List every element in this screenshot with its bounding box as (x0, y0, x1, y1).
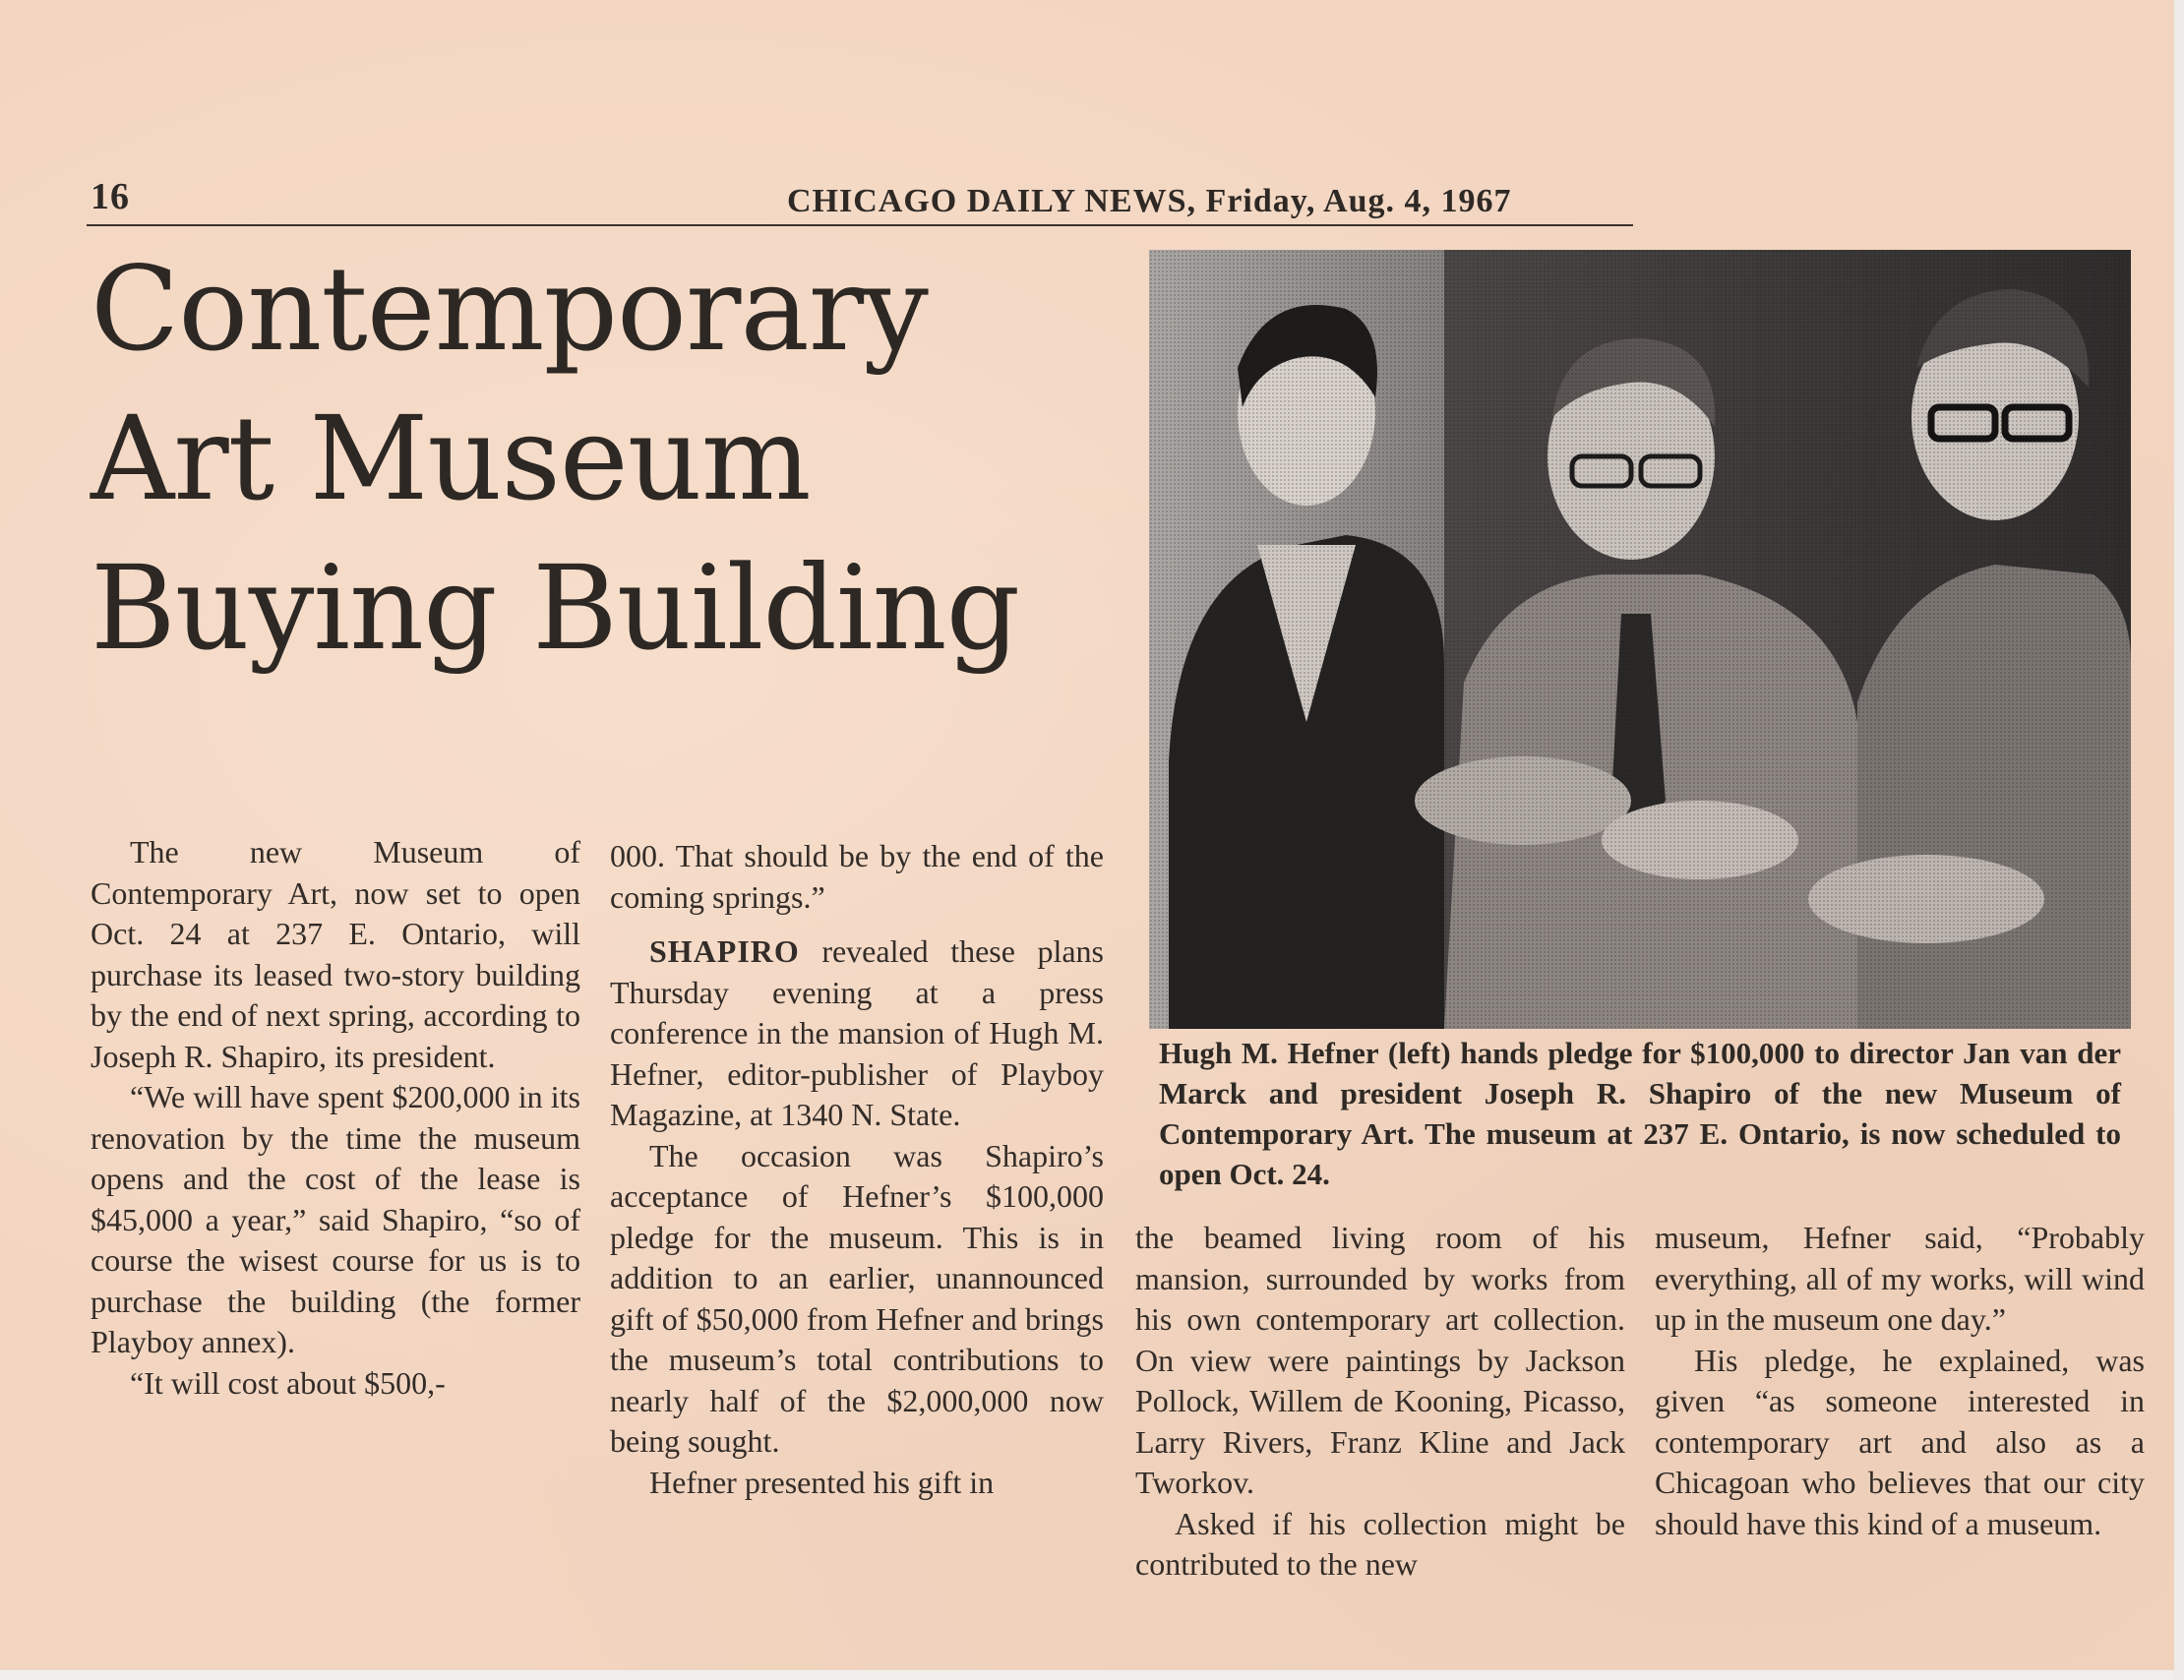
subhead-lead-word: SHAPIRO (649, 933, 800, 969)
headline-line-1: Contemporary (91, 241, 928, 377)
paragraph: the beamed living room of his mansion, surrounded by works from his own contemporary art collection. On view were paintings by Jackson Pollock, Willem de Kooning, Picasso, Larry Rivers, Franz Kline and Jack Tworkov. (1135, 1220, 1625, 1500)
scan-background-edge (2174, 0, 2184, 1680)
masthead: CHICAGO DAILY NEWS, Friday, Aug. 4, 1967 (787, 183, 1512, 219)
article-column-3 (1135, 1218, 1625, 1586)
headline-line-3: Buying Building (91, 540, 1020, 676)
paragraph: 000. That should be by the end of the coming springs.” (610, 838, 1104, 915)
headline (91, 234, 1143, 683)
page-number: 16 (91, 176, 130, 217)
paragraph: museum, Hefner said, “Probably everything, all of my works, will wind up in the museum one day.” (1655, 1220, 2145, 1337)
news-photo (1149, 250, 2131, 1029)
paragraph (610, 931, 1104, 1136)
paragraph: Hefner presented his gift in (649, 1464, 995, 1500)
headline-line-2: Art Museum (91, 390, 811, 526)
article-column-1 (91, 832, 580, 1404)
paragraph: His pledge, he explained, was given “as someone interested in contemporary art and also as a Chicagoan who believes that our city should have this kind of a museum. (1655, 1342, 2145, 1541)
article-column-2 (610, 836, 1104, 1503)
paragraph: Asked if his collection might be contributed to the new (1135, 1505, 1625, 1582)
masthead-rule (87, 224, 1633, 226)
paragraph: The occasion was Shapiro’s acceptance of Hefner’s $100,000 pledge for the museum. This is in addition to an earlier, unannounced gift of $50,000 from Hefner and brings the museum’s total contributions to nearly half of the $2,000,000 now being sought. (610, 1137, 1104, 1459)
photo-caption: Hugh M. Hefner (left) hands pledge for $100,000 to director Jan van der Marck and president Joseph R. Shapiro of the new Museum of Contemporary Art. The museum at 237 E. Ontario, is now scheduled to open Oct. 24. (1159, 1036, 2121, 1191)
paragraph: “We will have spent $200,000 in its renovation by the time the museum opens and the cost of the lease is $45,000 a year,” said Shapiro, “so of course the wisest course for us is to purchase the building (the former Playboy annex). (91, 1079, 580, 1359)
paragraph: “It will cost about $500,- (130, 1364, 446, 1401)
article-column-4 (1655, 1218, 2145, 1544)
halftone-photo-illustration (1149, 250, 2131, 1029)
paragraph: The new Museum of Contemporary Art, now set to open Oct. 24 at 237 E. Ontario, will purchase its leased two-story building by the end of next spring, according to Joseph R. Shapiro, its president. (91, 834, 580, 1074)
paragraph-text: revealed these plans Thursday evening at a press conference in the mansion of Hugh M. Hefner, editor-publisher of Playboy Magazine, at 1340 N. State. (610, 933, 1104, 1132)
